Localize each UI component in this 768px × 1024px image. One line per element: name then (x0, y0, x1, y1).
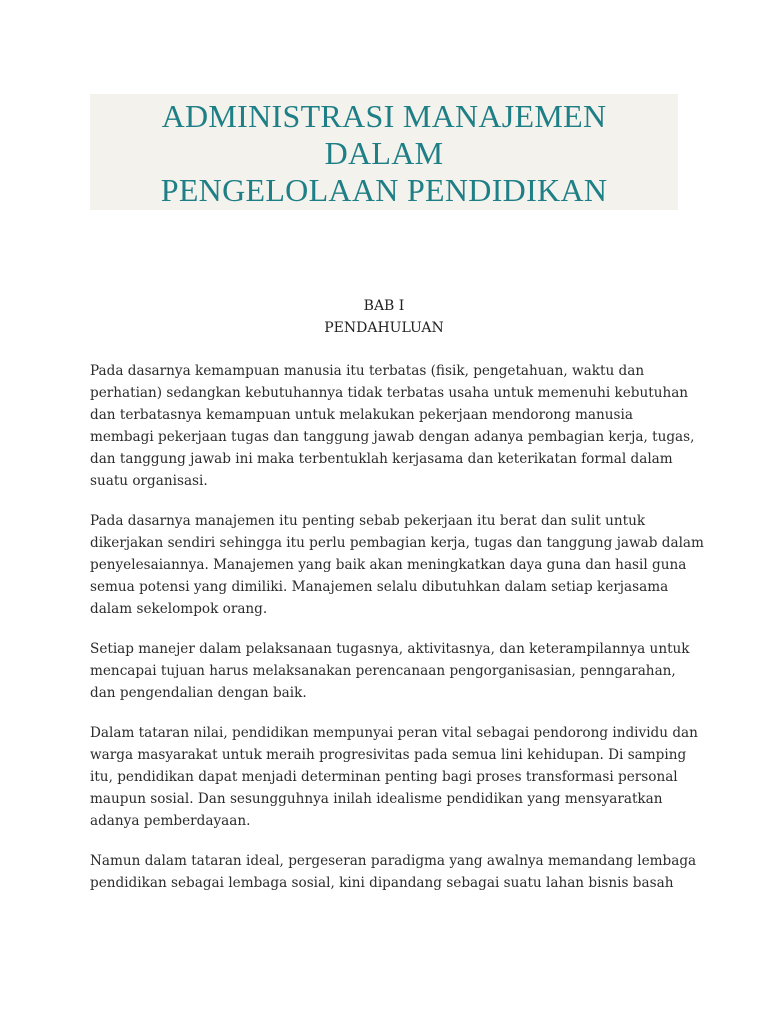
document-body (90, 360, 704, 912)
chapter-number: BAB I (363, 298, 405, 314)
paragraph-line: dan terbatasnya kemampuan untuk melakukan pekerjaan mendorong manusia (90, 407, 633, 423)
paragraph-line: semua potensi yang dimiliki. Manajemen selalu dibutuhkan dalam setiap kerjasama (90, 579, 669, 595)
paragraph-line: dalam sekelompok orang. (90, 601, 268, 617)
paragraph-line: Pada dasarnya manajemen itu penting sebab pekerjaan itu berat dan sulit untuk (90, 513, 646, 529)
paragraph-line: adanya pemberdayaan. (90, 813, 251, 829)
paragraph-line: maupun sosial. Dan sesungguhnya inilah idealisme pendidikan yang mensyaratkan (90, 791, 663, 807)
document-title-box (90, 94, 678, 210)
paragraph-line: penyelesaiannya. Manajemen yang baik akan meningkatkan daya guna dan hasil guna (90, 557, 687, 573)
paragraph-line: warga masyarakat untuk meraih progresivitas pada semua lini kehidupan. Di samping (90, 747, 687, 763)
paragraph-line: mencapai tujuan harus melaksanakan perencanaan pengorganisasian, penngarahan, (90, 663, 676, 679)
paragraph-line: dikerjakan sendiri sehingga itu perlu pembagian kerja, tugas dan tanggung jawab dalam (90, 535, 704, 551)
paragraph-line: dan tanggung jawab ini maka terbentuklah kerjasama dan keterikatan formal dalam (90, 451, 673, 467)
document-title-line-3: PENGELOLAAN PENDIDIKAN (160, 172, 608, 208)
document-title-line-2: DALAM (324, 135, 444, 171)
paragraph-4 (90, 722, 698, 832)
paragraph-2 (90, 510, 704, 620)
paragraph-line: Pada dasarnya kemampuan manusia itu terbatas (fisik, pengetahuan, waktu dan (90, 363, 645, 379)
paragraph-line: membagi pekerjaan tugas dan tanggung jawab dengan adanya pembagian kerja, tugas, (90, 429, 695, 445)
paragraph-line: pendidikan sebagai lembaga sosial, kini dipandang sebagai suatu lahan bisnis basah (90, 875, 674, 891)
chapter-heading (90, 295, 678, 339)
document-title-line-1: ADMINISTRASI MANAJEMEN (161, 98, 607, 134)
paragraph-line: Namun dalam tataran ideal, pergeseran paradigma yang awalnya memandang lembaga (90, 853, 697, 869)
paragraph-1 (90, 360, 695, 492)
paragraph-line: suatu organisasi. (90, 473, 208, 489)
paragraph-line: Setiap manejer dalam pelaksanaan tugasnya, aktivitasnya, dan keterampilannya untuk (90, 641, 690, 657)
paragraph-line: Dalam tataran nilai, pendidikan mempunyai peran vital sebagai pendorong individu dan (90, 725, 698, 741)
paragraph-line: perhatian) sedangkan kebutuhannya tidak terbatas usaha untuk memenuhi kebutuhan (90, 385, 689, 401)
paragraph-5 (90, 850, 697, 894)
chapter-name: PENDAHULUAN (324, 320, 444, 336)
paragraph-line: itu, pendidikan dapat menjadi determinan penting bagi proses transformasi personal (90, 769, 678, 785)
paragraph-3 (90, 638, 690, 704)
paragraph-line: dan pengendalian dengan baik. (90, 685, 307, 701)
